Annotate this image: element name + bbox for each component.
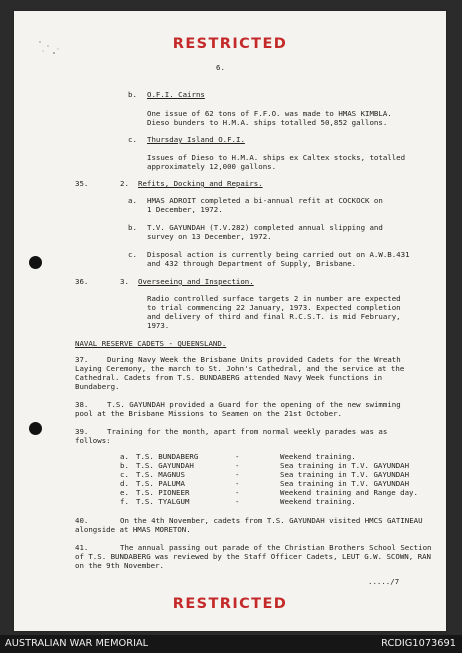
text-line: approximately 12,000 gallons. [147, 162, 277, 171]
activity: Weekend training and Range day. [280, 488, 418, 497]
section-heading: Thursday Island O.F.I. [147, 135, 245, 144]
paragraph-number: 37. [75, 355, 89, 364]
text-line: HMAS ADROIT completed a bi-annual refit at COCKOCK on [147, 196, 383, 205]
item-letter: a. [128, 196, 137, 205]
dash: - [235, 488, 240, 497]
dash: - [235, 470, 240, 479]
punch-hole-top [29, 256, 42, 269]
unit-name: T.S. BUNDABERG [136, 452, 199, 461]
activity: Sea training in T.V. GAYUNDAH [280, 479, 410, 488]
text-line: and 432 through Department of Supply, Brisbane. [147, 259, 357, 268]
paragraph-number: 40. [75, 516, 89, 525]
unit-name: T.S. TYALGUM [136, 497, 190, 506]
text-line: One issue of 62 tons of F.F.O. was made to HMAS KIMBLA. [147, 109, 392, 118]
text-line: Bundaberg. [75, 382, 120, 391]
text-line: follows: [75, 436, 111, 445]
paragraph-number: 39. [75, 427, 89, 436]
text-line: T.V. GAYUNDAH (T.V.282) completed annual slipping and [147, 223, 383, 232]
text-line: to trial commencing 22 January, 1973. Expected completion [147, 303, 401, 312]
text-line: Issues of Dieso to H.M.A. ships ex Caltex stocks, totalled [147, 153, 406, 162]
text-line: Dieso bunders to H.M.A. ships totalled 50,852 gallons. [147, 118, 388, 127]
text-line: Training for the month, apart from normal weekly parades was as [107, 427, 388, 436]
section-heading: Refits, Docking and Repairs. [138, 179, 263, 188]
dash: - [235, 461, 240, 470]
item-letter: c. [128, 135, 137, 144]
unit-name: T.S. PIONEER [136, 488, 190, 497]
activity: Sea training in T.V. GAYUNDAH [280, 461, 410, 470]
text-line: Disposal action is currently being carried out on A.W.B.431 [147, 250, 410, 259]
item-letter: b. [128, 223, 137, 232]
text-line: Laying Ceremony, the march to St. John's Cathedral, and the service at the [75, 364, 405, 373]
document-page [14, 11, 446, 631]
text-line: T.S. GAYUNDAH provided a Guard for the opening of the new swimming [107, 400, 401, 409]
punch-hole-bottom [29, 422, 42, 435]
text-line: on the 9th November. [75, 561, 164, 570]
restricted-stamp-bottom: RESTRICTED [172, 596, 288, 612]
section-heading: Overseeing and Inspection. [138, 277, 254, 286]
row-letter: b. [120, 461, 129, 470]
continuation-marker: ...../7 [368, 577, 400, 586]
dash: - [235, 497, 240, 506]
row-letter: f. [120, 497, 129, 506]
text-line: During Navy Week the Brisbane Units provided Cadets for the Wreath [107, 355, 401, 364]
paragraph-number: 41. [75, 543, 89, 552]
unit-name: T.S. MAGNUS [136, 470, 185, 479]
sub-number: 3. [120, 277, 129, 286]
restricted-stamp-top: RESTRICTED [172, 36, 288, 52]
unit-name: T.S. GAYUNDAH [136, 461, 194, 470]
dash: - [235, 452, 240, 461]
footer-id: RCDIG1073691 [381, 638, 456, 649]
row-letter: a. [120, 452, 129, 461]
activity: Weekend training. [280, 497, 356, 506]
section-heading: O.F.I. Cairns [147, 90, 205, 99]
dash: - [235, 479, 240, 488]
paragraph-number: 35. [75, 179, 89, 188]
text-line: 1973. [147, 321, 170, 330]
activity: Sea training in T.V. GAYUNDAH [280, 470, 410, 479]
row-letter: e. [120, 488, 129, 497]
paragraph-number: 36. [75, 277, 89, 286]
major-heading: NAVAL RESERVE CADETS - QUEENSLAND. [75, 339, 227, 348]
unit-name: T.S. PALUMA [136, 479, 185, 488]
text-line: On the 4th November, cadets from T.S. GAYUNDAH visited HMCS GATINEAU [120, 516, 423, 525]
text-line: The annual passing out parade of the Christian Brothers School Section [120, 543, 432, 552]
page-number: 6. [216, 63, 225, 72]
text-line: and delivery of third and final R.C.S.T. is mid February, [147, 312, 401, 321]
row-letter: c. [120, 470, 129, 479]
text-line: pool at the Brisbane Missions to Seamen on the 21st October. [75, 409, 342, 418]
paragraph-number: 38. [75, 400, 89, 409]
activity: Weekend training. [280, 452, 356, 461]
text-line: 1 December, 1972. [147, 205, 223, 214]
sub-number: 2. [120, 179, 129, 188]
text-line: alongside at HMAS MORETON. [75, 525, 191, 534]
item-letter: b. [128, 90, 137, 99]
text-line: Cathedral. Cadets from T.S. BUNDABERG attended Navy Week functions in [75, 373, 383, 382]
row-letter: d. [120, 479, 129, 488]
text-line: Radio controlled surface targets 2 in number are expected [147, 294, 401, 303]
text-line: of T.S. BUNDABERG was reviewed by the Staff Officer Cadets, LEUT G.W. SCOWN, RAN [75, 552, 431, 561]
archive-footer [0, 635, 462, 653]
text-line: survey on 13 December, 1972. [147, 232, 272, 241]
item-letter: c. [128, 250, 137, 259]
footer-source: AUSTRALIAN WAR MEMORIAL [5, 638, 149, 649]
